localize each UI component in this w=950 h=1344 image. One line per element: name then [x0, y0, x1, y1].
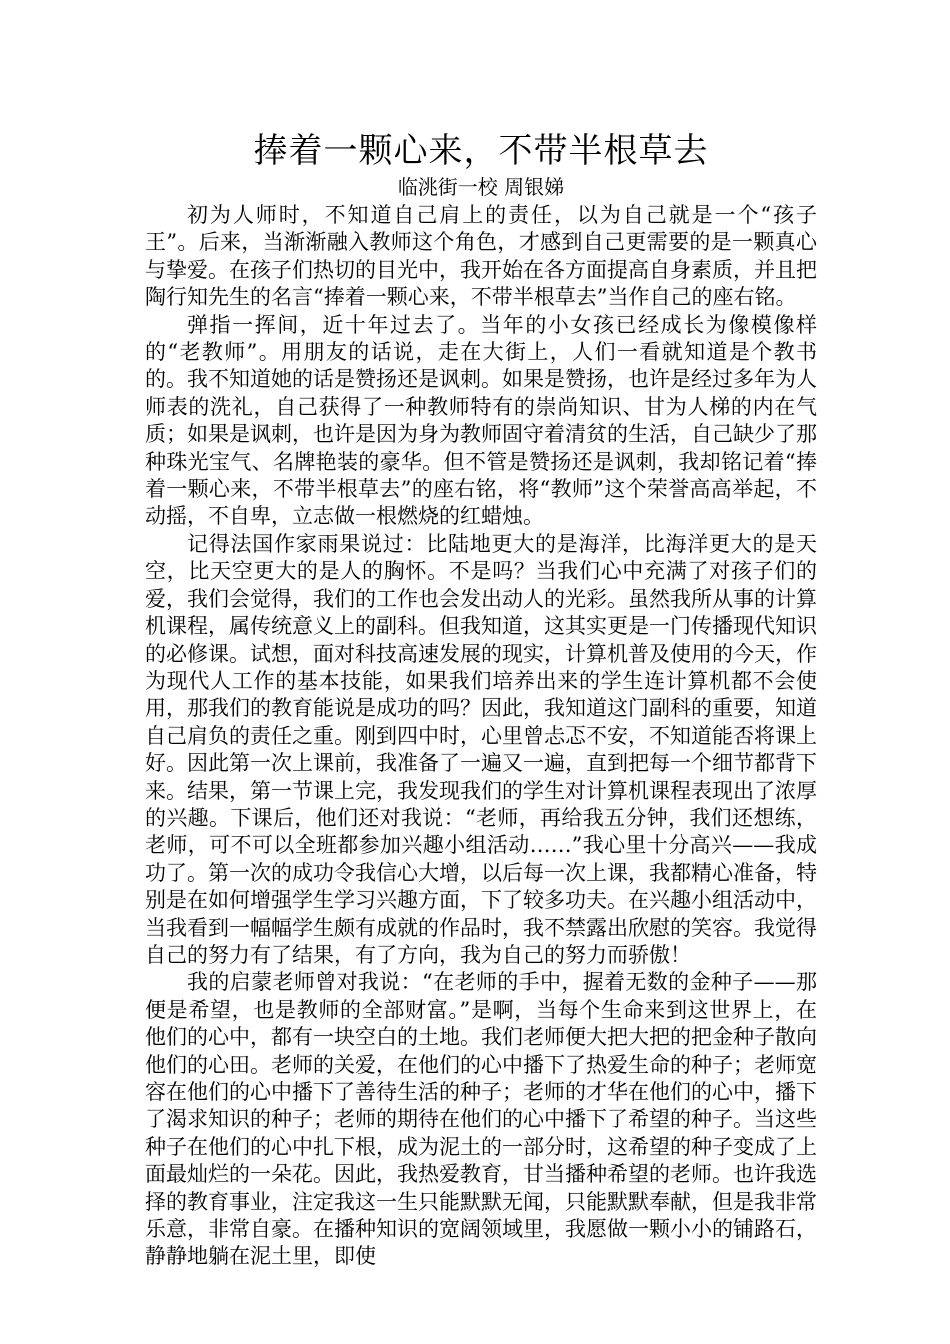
document-page: [145, 128, 817, 1271]
paragraph-4: 我的启蒙老师曾对我说：“在老师的手中，握着无数的金种子——那便是希望，也是教师的全部财富。”是啊，当每个生命来到这世界上，在他们的心中，都有一块空白的土地。我们老师便大把大把的把金种子散向他们的心田。老师的关爱，在他们的心中播下了热爱生命的种子；老师宽容在他们的心中播下了善待生活的种子；老师的才华在他们的心中，播下了渴求知识的种子；老师的期待在他们的心中播下了希望的种子。当这些种子在他们的心中扎下根，成为泥土的一部分时，这希望的种子变成了上面最灿烂的一朵花。因此，我热爱教育，甘当播种希望的老师。也许我选择的教育事业，注定我这一生只能默默无闻，只能默默奉献，但是我非常乐意，非常自豪。在播种知识的宽阔领域里，我愿做一颗小小的铺路石，静静地躺在泥土里，即使: [145, 970, 817, 1269]
paragraph-2: 弹指一挥间，近十年过去了。当年的小女孩已经成长为像模像样的“老教师”。用朋友的话说，走在大街上，人们一看就知道是个教书的。我不知道她的话是赞扬还是讽刺。如果是赞扬，也许是经过多年为人师表的洗礼，自己获得了一种教师特有的崇尚知识、甘为人梯的内在气质；如果是讽刺，也许是因为身为教师固守着清贫的生活，自己缺少了那种珠光宝气、名牌艳装的豪华。但不管是赞扬还是讽刺，我却铭记着“捧着一颗心来，不带半根草去”的座右铭，将“教师”这个荣誉高高举起，不动摇，不自卑，立志做一根燃烧的红蜡烛。: [145, 312, 817, 529]
paragraph-3: 记得法国作家雨果说过：比陆地更大的是海洋，比海洋更大的是天空，比天空更大的是人的胸怀。不是吗？当我们心中充满了对孩子们的爱，我们会觉得，我们的工作也会发出动人的光彩。虽然我所从事的计算机课程，属传统意义上的副科。但我知道，这其实更是一门传播现代知识的必修课。试想，面对科技高速发展的现实，计算机普及使用的今天，作为现代人工作的基本技能，如果我们培养出来的学生连计算机都不会使用，那我们的教育能说是成功的吗？因此，我知道这门副科的重要，知道自己肩负的责任之重。刚到四中时，心里曾忐忑不安，不知道能否将课上好。因此第一次上课前，我准备了一遍又一遍，直到把每一个细节都背下来。结果，第一节课上完，我发现我们的学生对计算机课程表现出了浓厚的兴趣。下课后，他们还对我说：“老师，再给我五分钟，我们还想练，老师，可不可以全班都参加兴趣小组活动……”我心里十分高兴——我成功了。第一次的成功令我信心大增，以后每一次上课，我都精心准备，特别是在如何增强学生学习兴趣方面，下了较多功夫。在兴趣小组活动中，当我看到一幅幅学生颇有成就的作品时，我不禁露出欣慰的笑容。我觉得自己的努力有了结果，有了方向，我为自己的努力而骄傲！: [145, 531, 817, 967]
author-byline: 临洮街一校 周银娣: [397, 175, 565, 199]
article-title: 捧着一颗心来，不带半根草去: [253, 131, 709, 171]
paragraph-1: 初为人师时，不知道自己肩上的责任，以为自己就是一个“孩子王”。后来，当渐渐融入教师这个角色，才感到自己更需要的是一颗真心与挚爱。在孩子们热切的目光中，我开始在各方面提高自身素质，并且把陶行知先生的名言“捧着一颗心来，不带半根草去”当作自己的座右铭。: [145, 203, 817, 310]
